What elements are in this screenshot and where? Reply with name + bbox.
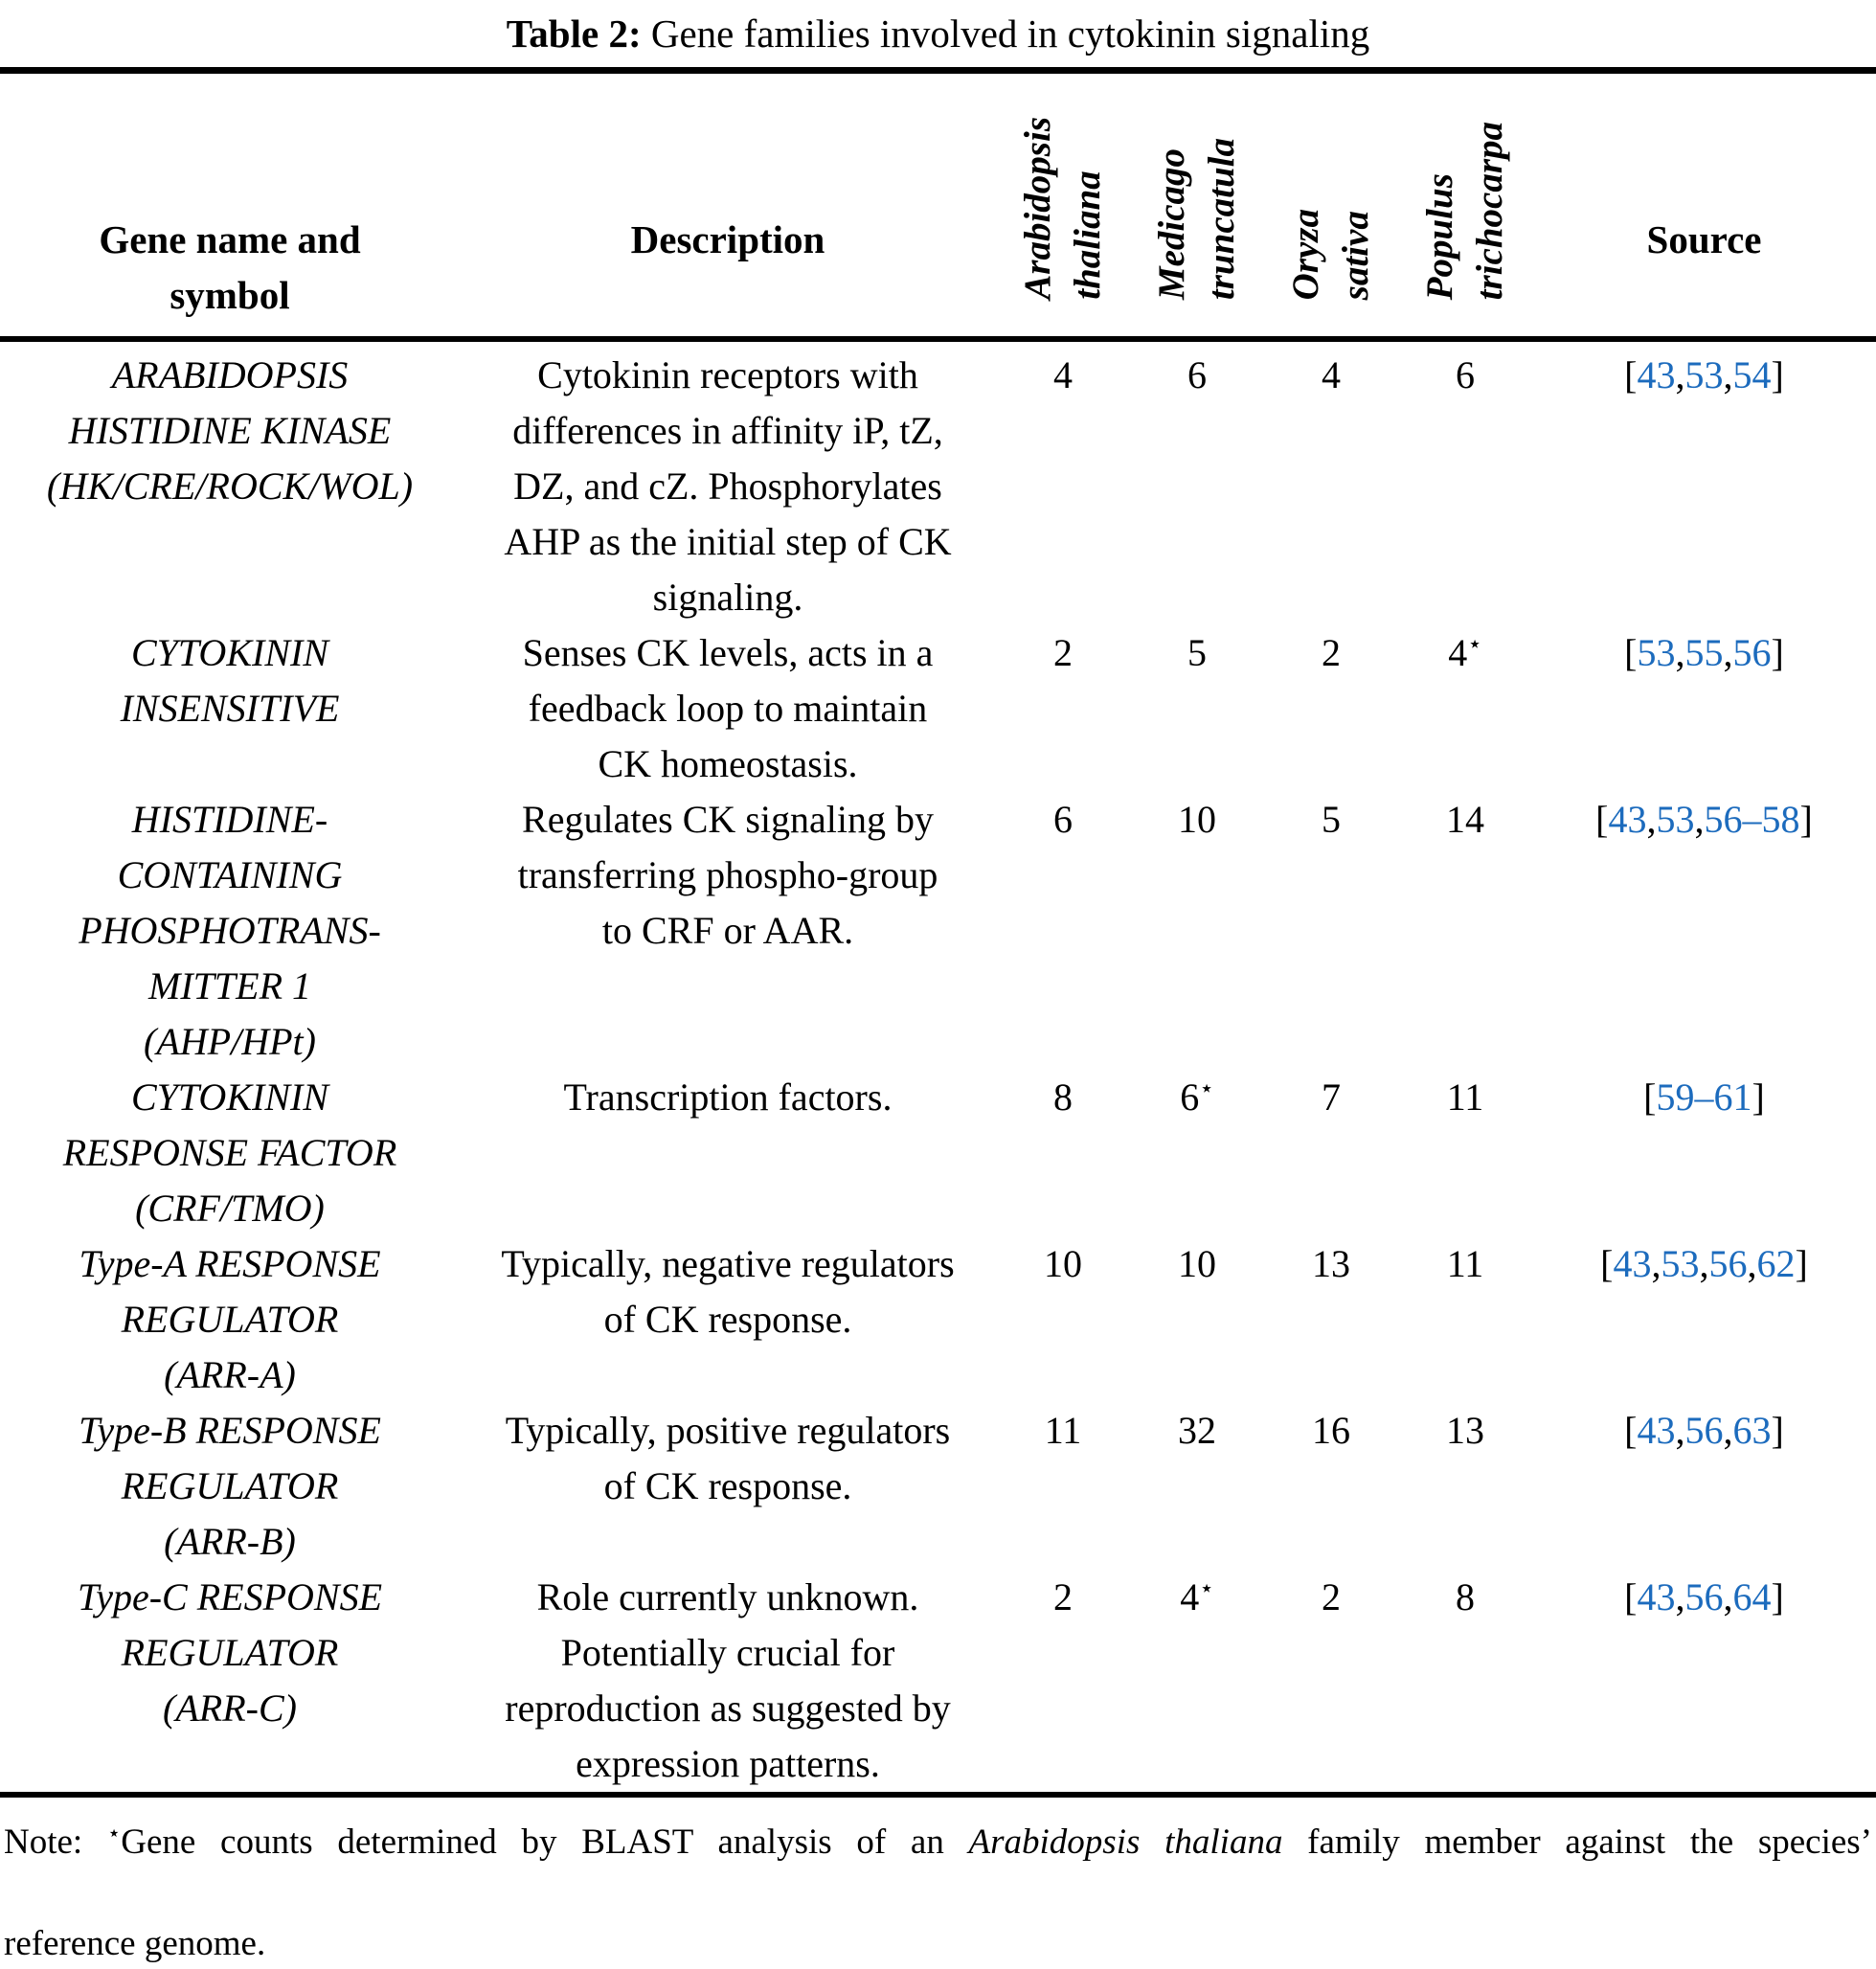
citation-link[interactable]: 59–61: [1656, 1075, 1752, 1119]
count-value: 8: [1053, 1075, 1073, 1119]
count-cell: [1130, 348, 1264, 625]
count-cell: [996, 792, 1130, 1070]
column-header-medicago-truncatula: [1130, 74, 1264, 336]
citation-link[interactable]: 56: [1708, 1242, 1748, 1285]
gene-name-line: CONTAINING: [117, 853, 343, 896]
count-value: 2: [1322, 631, 1341, 674]
citation-link[interactable]: 54: [1732, 353, 1772, 396]
description-line: signaling.: [652, 576, 803, 619]
count-value: 16: [1312, 1409, 1350, 1452]
description-line: feedback loop to maintain: [528, 687, 928, 730]
count-cell: [1264, 1236, 1398, 1403]
gene-name-line: HISTIDINE KINASE: [68, 409, 392, 452]
count-cell: [996, 1236, 1130, 1403]
table-caption-label: Table 2:: [506, 11, 642, 56]
citation-link[interactable]: 63: [1732, 1409, 1772, 1452]
gene-name-line: REGULATOR: [121, 1464, 339, 1507]
description-line: Typically, positive regulators: [505, 1409, 951, 1452]
count-value: 4⋆: [1448, 631, 1482, 674]
citation-link[interactable]: 56: [1732, 631, 1772, 674]
description-cell: [460, 1236, 996, 1403]
blast-star: ⋆: [1199, 1575, 1214, 1602]
column-header-populus-trichocarpa: [1398, 74, 1532, 336]
gene-name-line: REGULATOR: [121, 1631, 339, 1674]
gene-name-line: (CRF/TMO): [135, 1187, 325, 1230]
count-value: 2: [1053, 631, 1073, 674]
citation-link[interactable]: 53: [1661, 1242, 1700, 1285]
gene-name-cell: [0, 625, 460, 792]
table-row: [0, 792, 1876, 1070]
count-value: 6: [1053, 798, 1073, 841]
source-cell: [1532, 348, 1876, 625]
count-value: 7: [1322, 1075, 1341, 1119]
count-value: 5: [1322, 798, 1341, 841]
note-star: ⋆: [106, 1821, 122, 1845]
source-cell: [1532, 792, 1876, 1070]
table-row: [0, 1403, 1876, 1570]
table-row: [0, 1236, 1876, 1403]
citation-link[interactable]: 56: [1684, 1575, 1724, 1618]
description-line: of CK response.: [603, 1464, 852, 1507]
count-cell: [1398, 625, 1532, 792]
rotated-species-label: Medicago truncatula: [1151, 137, 1242, 300]
count-cell: [996, 1403, 1130, 1570]
description-line: Typically, negative regulators: [501, 1242, 955, 1285]
count-cell: [1264, 625, 1398, 792]
count-value: 2: [1322, 1575, 1341, 1618]
note-text: Gene counts determined by BLAST analysis of an: [121, 1822, 969, 1862]
count-cell: [1264, 792, 1398, 1070]
description-line: differences in affinity iP, tZ,: [512, 409, 943, 452]
citation-link[interactable]: 43: [1637, 353, 1676, 396]
citation-link[interactable]: 43: [1637, 1575, 1676, 1618]
count-cell: [1398, 1236, 1532, 1403]
note-text: Note:: [4, 1822, 107, 1862]
description-line: AHP as the initial step of CK: [504, 520, 952, 563]
gene-name-line: CYTOKININ: [130, 631, 328, 674]
count-value: 6⋆: [1180, 1075, 1214, 1119]
citation-link[interactable]: 53: [1684, 353, 1724, 396]
citation-link[interactable]: 64: [1732, 1575, 1772, 1618]
description-line: reproduction as suggested by: [505, 1686, 951, 1730]
species-name-italic: Arabidopsis thaliana: [968, 1822, 1283, 1862]
note-text: reference genome.: [4, 1924, 266, 1963]
gene-name-cell: [0, 1070, 460, 1236]
table-row: [0, 348, 1876, 625]
count-value: 11: [1446, 1242, 1484, 1285]
count-value: 11: [1446, 1075, 1484, 1119]
gene-name-line: Type-B RESPONSE: [79, 1409, 381, 1452]
description-line: to CRF or AAR.: [601, 909, 854, 952]
description-cell: [460, 792, 996, 1070]
description-cell: [460, 625, 996, 792]
count-cell: [1264, 1070, 1398, 1236]
gene-name-cell: [0, 348, 460, 625]
count-cell: [996, 348, 1130, 625]
description-line: Cytokinin receptors with: [537, 353, 918, 396]
source-cell: [1532, 1236, 1876, 1403]
description-cell: [460, 1070, 996, 1236]
count-cell: [1398, 348, 1532, 625]
gene-name-line: (AHP/HPt): [144, 1020, 316, 1063]
description-line: Potentially crucial for: [560, 1631, 895, 1674]
description-line: Regulates CK signaling by: [522, 798, 934, 841]
citation-group: [43,53,56–58]: [1595, 798, 1813, 841]
description-line: expression patterns.: [576, 1742, 880, 1785]
gene-name-line: RESPONSE FACTOR: [62, 1131, 397, 1174]
count-value: 11: [1044, 1409, 1082, 1452]
gene-name-line: CYTOKININ: [130, 1075, 328, 1119]
source-cell: [1532, 1403, 1876, 1570]
count-cell: [1264, 348, 1398, 625]
count-cell: [1398, 792, 1532, 1070]
description-line: CK homeostasis.: [598, 742, 858, 785]
rotated-species-label: Arabidopsis thaliana: [1017, 117, 1108, 300]
count-value: 13: [1446, 1409, 1484, 1452]
count-value: 13: [1312, 1242, 1350, 1285]
citation-group: [43,53,56,62]: [1600, 1242, 1808, 1285]
gene-name-line: ARABIDOPSIS: [111, 353, 349, 396]
citation-group: [59–61]: [1643, 1075, 1765, 1119]
column-header-gene-name: [0, 74, 460, 336]
top-rule: [0, 67, 1876, 74]
bottom-rule: [0, 1792, 1876, 1798]
count-cell: [996, 1570, 1130, 1792]
citation-link[interactable]: 43: [1637, 1409, 1676, 1452]
count-cell: [1264, 1570, 1398, 1792]
count-value: 6: [1187, 353, 1207, 396]
description-line: DZ, and cZ. Phosphorylates: [513, 464, 942, 508]
count-cell: [996, 1070, 1130, 1236]
description-line: Transcription factors.: [563, 1075, 893, 1119]
table-row: [0, 1570, 1876, 1792]
table-note: [4, 1817, 1872, 1969]
citation-group: [43,56,63]: [1624, 1409, 1784, 1452]
count-value: 2: [1053, 1575, 1073, 1618]
count-cell: [1130, 1070, 1264, 1236]
table-header-row: [0, 74, 1876, 336]
gene-name-line: (ARR-C): [163, 1686, 297, 1730]
note-text: family member against the species’: [1282, 1822, 1872, 1862]
citation-link[interactable]: 43: [1608, 798, 1647, 841]
count-cell: [1398, 1570, 1532, 1792]
description-line: transferring phospho-group: [517, 853, 938, 896]
count-value: 5: [1187, 631, 1207, 674]
table-row: [0, 625, 1876, 792]
description-cell: [460, 1570, 996, 1792]
description-cell: [460, 348, 996, 625]
description-line: Senses CK levels, acts in a: [522, 631, 934, 674]
count-value: 8: [1456, 1575, 1475, 1618]
citation-link[interactable]: 53: [1637, 631, 1676, 674]
count-cell: [1130, 625, 1264, 792]
count-value: 4: [1322, 353, 1341, 396]
gene-name-cell: [0, 1570, 460, 1792]
gene-name-cell: [0, 1236, 460, 1403]
gene-name-line: MITTER 1: [148, 964, 311, 1007]
gene-name-line: Type-A RESPONSE: [79, 1242, 381, 1285]
count-value: 14: [1446, 798, 1484, 841]
table-row: [0, 1070, 1876, 1236]
table-caption: [0, 0, 1876, 67]
gene-name-cell: [0, 792, 460, 1070]
table-body: [0, 342, 1876, 1792]
citation-link[interactable]: 43: [1613, 1242, 1652, 1285]
count-cell: [1130, 1403, 1264, 1570]
count-cell: [1398, 1070, 1532, 1236]
count-cell: [1398, 1403, 1532, 1570]
citation-link[interactable]: 53: [1656, 798, 1695, 841]
count-cell: [1130, 1236, 1264, 1403]
count-value: 4: [1053, 353, 1073, 396]
gene-name-line: PHOSPHOTRANS-: [79, 909, 381, 952]
column-header-arabidopsis-thaliana: [996, 74, 1130, 336]
gene-name-line: REGULATOR: [121, 1298, 339, 1341]
citation-link[interactable]: 56–58: [1704, 798, 1800, 841]
count-cell: [1130, 1570, 1264, 1792]
description-line: of CK response.: [603, 1298, 852, 1341]
source-cell: [1532, 1570, 1876, 1792]
count-cell: [996, 625, 1130, 792]
column-header-gene-name-label: Gene name and symbol: [99, 217, 361, 317]
gene-name-line: (HK/CRE/ROCK/WOL): [46, 464, 414, 508]
gene-name-line: HISTIDINE-: [131, 798, 328, 841]
column-header-source: Source: [1646, 217, 1762, 261]
count-value: 10: [1178, 798, 1216, 841]
citation-link[interactable]: 62: [1756, 1242, 1796, 1285]
description-line: Role currently unknown.: [536, 1575, 919, 1618]
count-value: 6: [1456, 353, 1475, 396]
description-cell: [460, 1403, 996, 1570]
blast-star: ⋆: [1467, 631, 1482, 658]
source-cell: [1532, 625, 1876, 792]
gene-name-line: Type-C RESPONSE: [77, 1575, 383, 1618]
citation-link[interactable]: 56: [1684, 1409, 1724, 1452]
count-cell: [1264, 1403, 1398, 1570]
source-cell: [1532, 1070, 1876, 1236]
count-value: 10: [1044, 1242, 1082, 1285]
count-cell: [1130, 792, 1264, 1070]
gene-name-line: (ARR-A): [164, 1353, 296, 1396]
gene-name-cell: [0, 1403, 460, 1570]
citation-link[interactable]: 55: [1684, 631, 1724, 674]
rotated-species-label: Oryza sativa: [1285, 208, 1376, 300]
count-value: 32: [1178, 1409, 1216, 1452]
citation-group: [53,55,56]: [1624, 631, 1784, 674]
blast-star: ⋆: [1199, 1075, 1214, 1102]
gene-name-line: (ARR-B): [164, 1520, 296, 1563]
table-caption-title: Gene families involved in cytokinin signaling: [641, 11, 1370, 56]
citation-group: [43,53,54]: [1624, 353, 1784, 396]
count-value: 10: [1178, 1242, 1216, 1285]
citation-group: [43,56,64]: [1624, 1575, 1784, 1618]
column-header-oryza-sativa: [1264, 74, 1398, 336]
count-value: 4⋆: [1180, 1575, 1214, 1618]
rotated-species-label: Populus trichocarpa: [1419, 121, 1510, 300]
column-header-description: Description: [630, 217, 825, 261]
gene-name-line: INSENSITIVE: [120, 687, 340, 730]
